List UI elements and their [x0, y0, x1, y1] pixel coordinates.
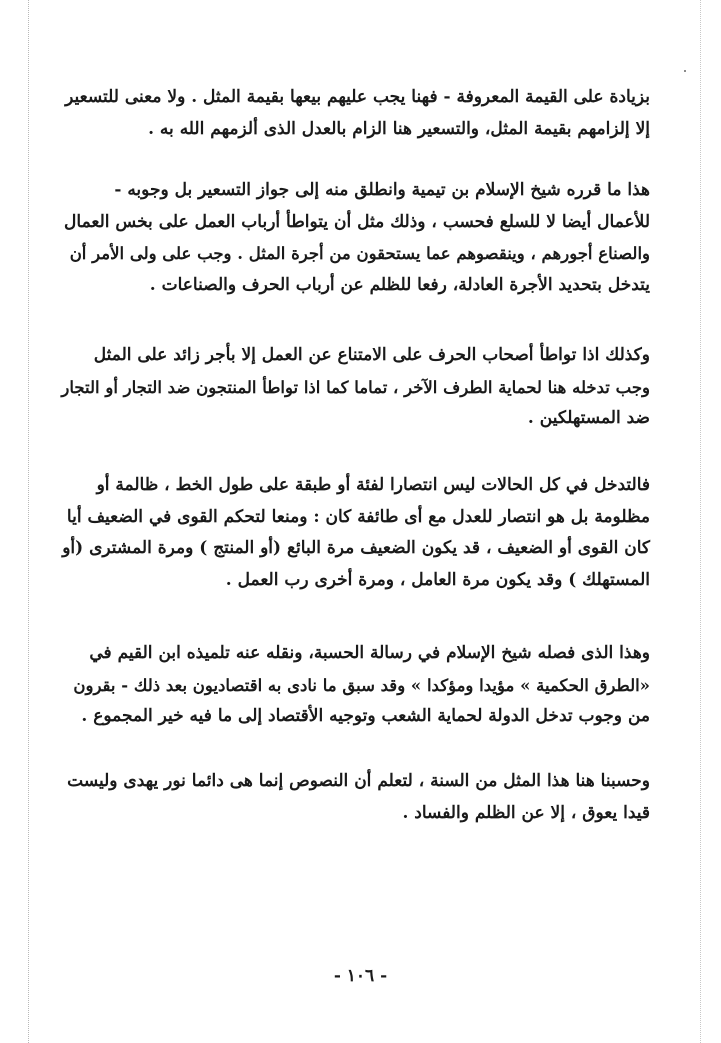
paragraph-3 — [60, 340, 650, 435]
scan-edge-left — [28, 0, 29, 1043]
paragraph-line: يتدخل بتحديد الأجرة العادلة، رفعا للظلم عن أرباب الحرف والصناعات . — [149, 274, 650, 295]
paragraph-6 — [60, 766, 650, 829]
paragraph-line: ضد المستهلكين . — [527, 408, 650, 428]
paragraph-line: بزيادة على القيمة المعروفة - فهنا يجب عليهم بيعها بقيمة المثل . ولا معنى للتسعير — [65, 87, 650, 107]
paragraph-line: فالتدخل في كل الحالات ليس انتصارا لفئة أو طبقة على طول الخط ، ظالمة أو — [96, 475, 650, 495]
paragraph-line: هذا ما قرره شيخ الإسلام بن تيمية وانطلق منه إلى جواز التسعير بل وجوبه - — [114, 180, 650, 200]
paragraph-line: وجب تدخله هنا لحماية الطرف الآخر ، تماما كما اذا تواطأ المنتجون ضد التجار أو التجار — [61, 377, 650, 397]
paragraph-line: «الطرق الحكمية » مؤيدا ومؤكدا » وقد سبق ما نادى به اقتصاديون بعد ذلك - بقرون — [73, 675, 650, 695]
scan-speck — [684, 70, 686, 72]
paragraph-4 — [60, 470, 650, 596]
paragraph-2 — [60, 175, 650, 301]
scan-edge-right — [700, 0, 701, 1043]
paragraph-line: والصناع أجورهم ، وينقصوهم عما يستحقون من أجرة المثل . وجب على ولى الأمر أن — [69, 244, 650, 263]
paragraph-line: للأعمال أيضا لا للسلع فحسب ، وذلك مثل أن يتواطأ أرباب العمل على بخس العمال — [64, 211, 650, 232]
paragraph-line: مظلومة بل هو انتصار للعدل مع أى طائفة كان : ومنعا لتحكم القوى في الضعيف أيا — [66, 506, 650, 527]
paragraph-line: قيدا يعوق ، إلا عن الظلم والفساد . — [402, 802, 650, 823]
paragraph-line: من وجوب تدخل الدولة لحماية الشعب وتوجيه الأقتصاد إلى ما فيه خير المجموع . — [81, 706, 650, 726]
paragraph-line: وكذلك اذا تواطأ أصحاب الحرف على الامتناع عن العمل إلا بأجر زائد على المثل — [93, 345, 650, 365]
paragraph-5 — [60, 638, 650, 733]
paragraph-line: إلا إلزامهم بقيمة المثل، والتسعير هنا الزام بالعدل الذى ألزمهم الله به . — [148, 118, 650, 139]
paragraph-line: وحسبنا هنا هذا المثل من السنة ، لتعلم أن النصوص إنما هى دائما نور يهدى وليست — [67, 771, 650, 791]
page-number: - ١٠٦ - — [333, 966, 388, 986]
paragraph-1 — [60, 82, 650, 145]
paragraph-line: المستهلك ) وقد يكون مرة العامل ، ومرة أخرى رب العمل . — [225, 569, 650, 590]
paragraph-line: وهذا الذى فصله شيخ الإسلام في رسالة الحسبة، ونقله عنه تلميذه ابن القيم في — [89, 643, 650, 663]
paragraph-line: كان القوى أو الضعيف ، قد يكون الضعيف مرة البائع (أو المنتج ) ومرة المشترى (أو — [62, 538, 650, 558]
